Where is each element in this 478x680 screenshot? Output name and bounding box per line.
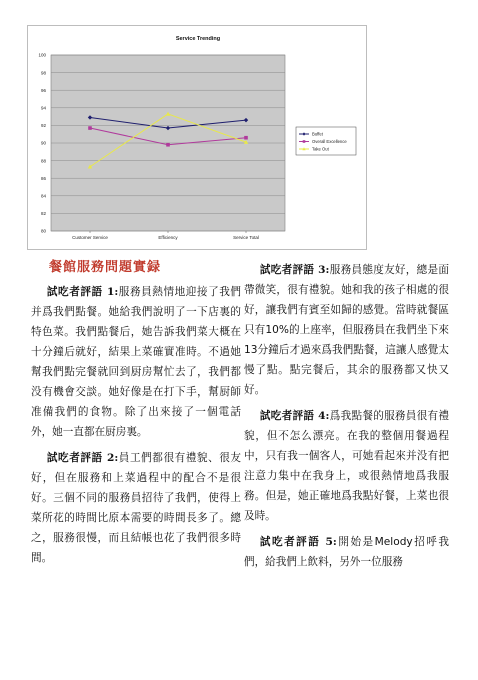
y-tick-label: 88 — [40, 158, 46, 164]
review-paragraph-2 — [31, 448, 241, 568]
review-text-4: 爲我點餐的服務員很有禮貌，但不怎么漂亮。在我的整個用餐過程中，只有我一個客人，可她看起來并没有把注意力集中在我身上，或很熱情地爲我服務。但是，她正確地爲我點好餐，上菜也很及時。 — [244, 410, 449, 522]
service-trending-chart — [27, 25, 367, 250]
review-lead-5: 試吃者評語 5: — [259, 536, 337, 548]
review-text-1: 服務員熱情地迎接了我們并爲我們點餐。她給我們說明了一下店裏的特色菜。我們點餐后，她告訴我們菜大概在十分鐘后就好，結果上菜確實准時。不過她幫我們點完餐就回到厨房幫忙去了，我們都没有機會交談。她好像是在打下手，幫厨師准備我們的食物。除了出來接了一個電話外，她一直都在厨房裏。 — [31, 286, 241, 438]
legend-label: Take Out — [312, 146, 329, 152]
review-paragraph-3 — [244, 260, 449, 400]
review-paragraph-1 — [31, 282, 241, 442]
y-tick-label: 90 — [40, 140, 46, 146]
review-lead-3: 試吃者評語 3: — [259, 264, 330, 276]
y-tick-label: 100 — [38, 52, 46, 58]
article-heading: 餐館服務問題實録 — [49, 260, 162, 275]
y-tick-label: 80 — [40, 228, 46, 234]
review-lead-1: 試吃者評語 1: — [46, 286, 119, 298]
legend-label: Buffet — [312, 131, 323, 137]
y-tick-label: 86 — [40, 175, 46, 181]
y-tick-label: 96 — [40, 87, 46, 93]
data-point — [88, 126, 92, 130]
y-tick-label: 92 — [40, 123, 46, 129]
legend-marker — [303, 140, 306, 143]
review-lead-2: 試吃者評語 2: — [46, 452, 119, 464]
y-tick-label: 82 — [40, 211, 46, 217]
data-point — [166, 143, 170, 147]
review-paragraph-5 — [244, 532, 449, 572]
y-tick-label: 84 — [40, 193, 46, 199]
x-tick-label: Efficiency — [158, 235, 178, 240]
chart-title: Service Trending — [175, 36, 221, 42]
review-paragraph-4 — [244, 406, 449, 526]
review-text-3: 服務員態度友好，總是面帶微笑，很有禮貌。她和我的孩子相處的很好，讓我們有賓至如歸的感覺。當時就餐區只有10%的上座率，但服務員在我們坐下來13分鐘后才過來爲我們點餐，這讓人感覺太慢了點。點完餐后，其余的服務都又快又好。 — [244, 264, 449, 396]
chart-svg — [28, 26, 368, 251]
legend-label: Overall Excellence — [312, 139, 347, 144]
data-point — [244, 136, 248, 140]
y-tick-label: 98 — [40, 70, 46, 76]
review-text-5: 開始是Melody招呼我們，給我們上飲料，另外一位服務 — [244, 536, 449, 568]
x-tick-label: Customer Service — [72, 235, 108, 240]
x-tick-label: Service Total — [233, 235, 259, 240]
y-tick-label: 94 — [40, 105, 46, 111]
left-column — [31, 260, 241, 568]
right-column — [244, 260, 449, 572]
review-text-2: 員工們都很有禮貌、很友好，但在服務和上菜過程中的配合不是很好。三個不同的服務員招待了我們，使得上菜所花的時間比原本需要的時間長多了。總之，服務很慢，而且結帳也花了我們很多時間。 — [31, 452, 241, 564]
review-lead-4: 試吃者評語 4: — [259, 410, 330, 422]
